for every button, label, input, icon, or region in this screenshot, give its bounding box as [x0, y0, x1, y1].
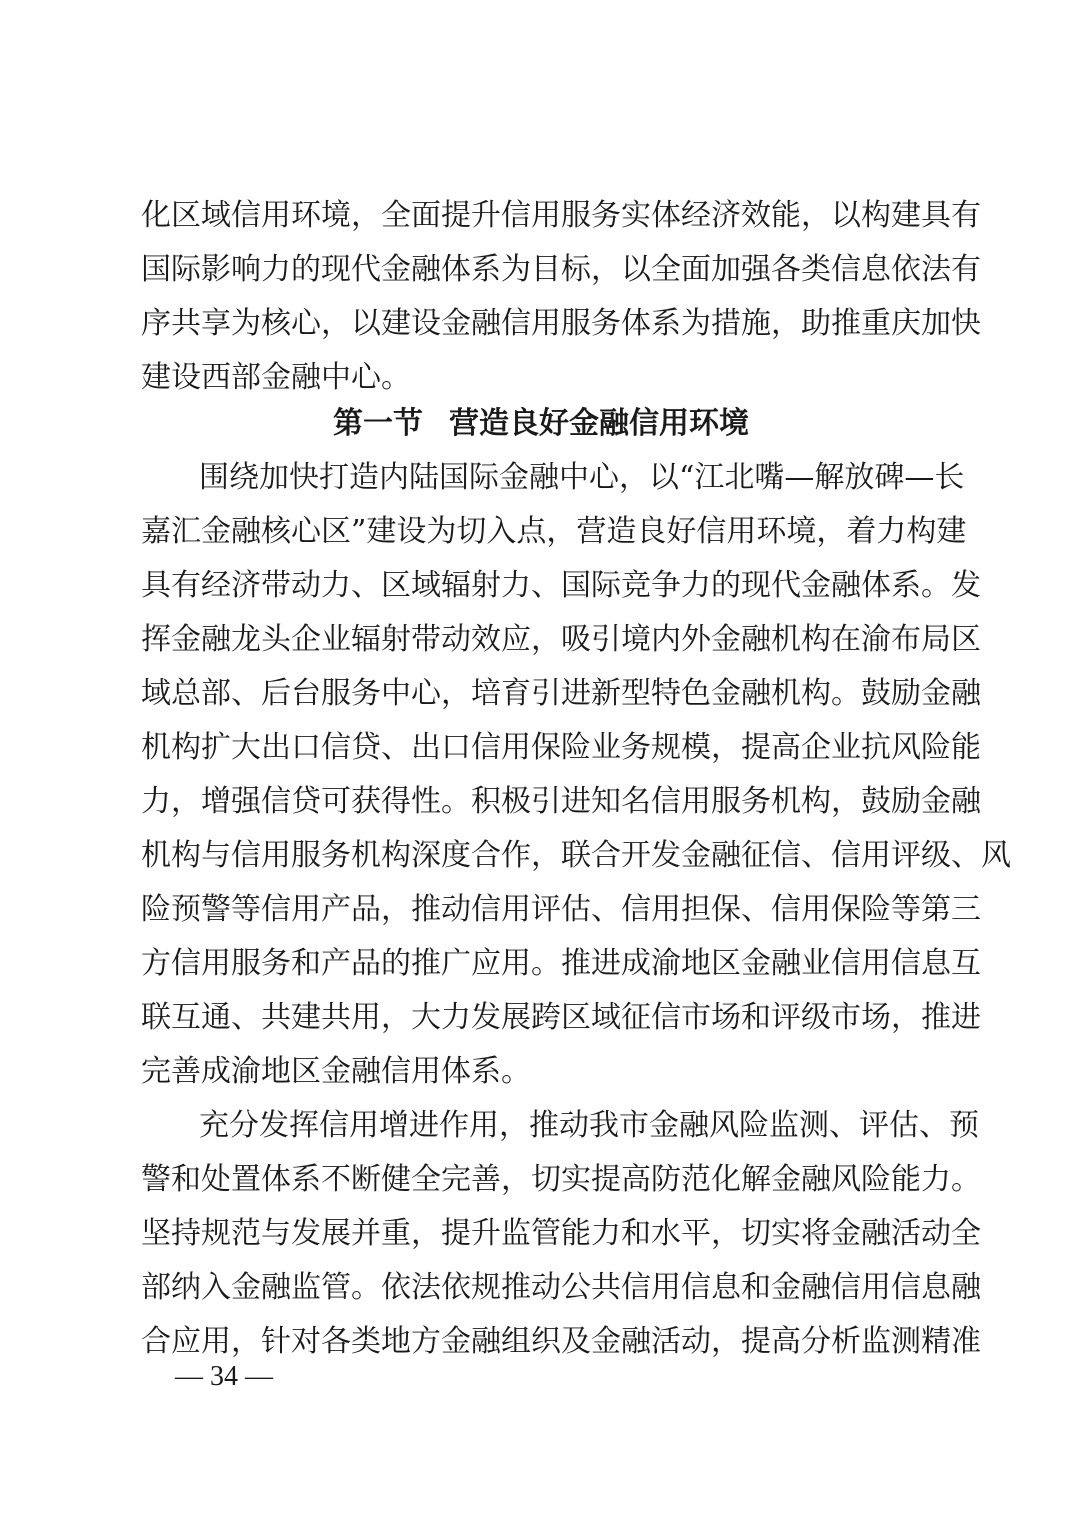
paragraph-line: 警和处置体系不断健全完善，切实提高防范化解金融风险能力。	[141, 1162, 981, 1197]
paragraph-line: 域总部、后台服务中心，培育引进新型特色金融机构。鼓励金融	[141, 676, 981, 711]
section-number: 第一节	[333, 406, 423, 441]
section-title: 营造良好金融信用环境	[449, 406, 749, 441]
paragraph-line: 坚持规范与发展并重，提升监管能力和水平，切实将金融活动全	[141, 1216, 981, 1251]
paragraph-line: 方信用服务和产品的推广应用。推进成渝地区金融业信用信息互	[141, 946, 981, 981]
paragraph-line: 险预警等信用产品，推动信用评估、信用担保、信用保险等第三	[141, 892, 981, 927]
paragraph-line: 序共享为核心，以建设金融信用服务体系为措施，助推重庆加快	[141, 306, 981, 341]
paragraph-line: 机构扩大出口信贷、出口信用保险业务规模，提高企业抗风险能	[141, 730, 981, 765]
paragraph-line: 机构与信用服务机构深度合作，联合开发金融征信、信用评级、风	[141, 838, 1011, 873]
paragraph-line: 合应用，针对各类地方金融组织及金融活动，提高分析监测精准	[141, 1324, 981, 1359]
paragraph-line: 嘉汇金融核心区”建设为切入点，营造良好信用环境，着力构建	[141, 514, 967, 549]
section-heading	[141, 404, 941, 444]
paragraph-line: 国际影响力的现代金融体系为目标，以全面加强各类信息依法有	[141, 252, 981, 287]
paragraph-line: 联互通、共建共用，大力发展跨区域征信市场和评级市场，推进	[141, 1000, 981, 1035]
paragraph-line: 完善成渝地区金融信用体系。	[141, 1054, 531, 1089]
paragraph-line: 化区域信用环境，全面提升信用服务实体经济效能，以构建具有	[141, 198, 981, 233]
paragraph-line: 建设西部金融中心。	[141, 360, 411, 395]
page-number: — 34 —	[175, 1361, 273, 1392]
paragraph-line: 挥金融龙头企业辐射带动效应，吸引境内外金融机构在渝布局区	[141, 622, 981, 657]
paragraph-line: 部纳入金融监管。依法依规推动公共信用信息和金融信用信息融	[141, 1270, 981, 1305]
paragraph-line: 围绕加快打造内陆国际金融中心，以“江北嘴—解放碑—长	[199, 460, 965, 495]
paragraph-line: 充分发挥信用增进作用，推动我市金融风险监测、评估、预	[199, 1108, 979, 1143]
paragraph-line: 力，增强信贷可获得性。积极引进知名信用服务机构，鼓励金融	[141, 784, 981, 819]
paragraph-line: 具有经济带动力、区域辐射力、国际竞争力的现代金融体系。发	[141, 568, 981, 603]
